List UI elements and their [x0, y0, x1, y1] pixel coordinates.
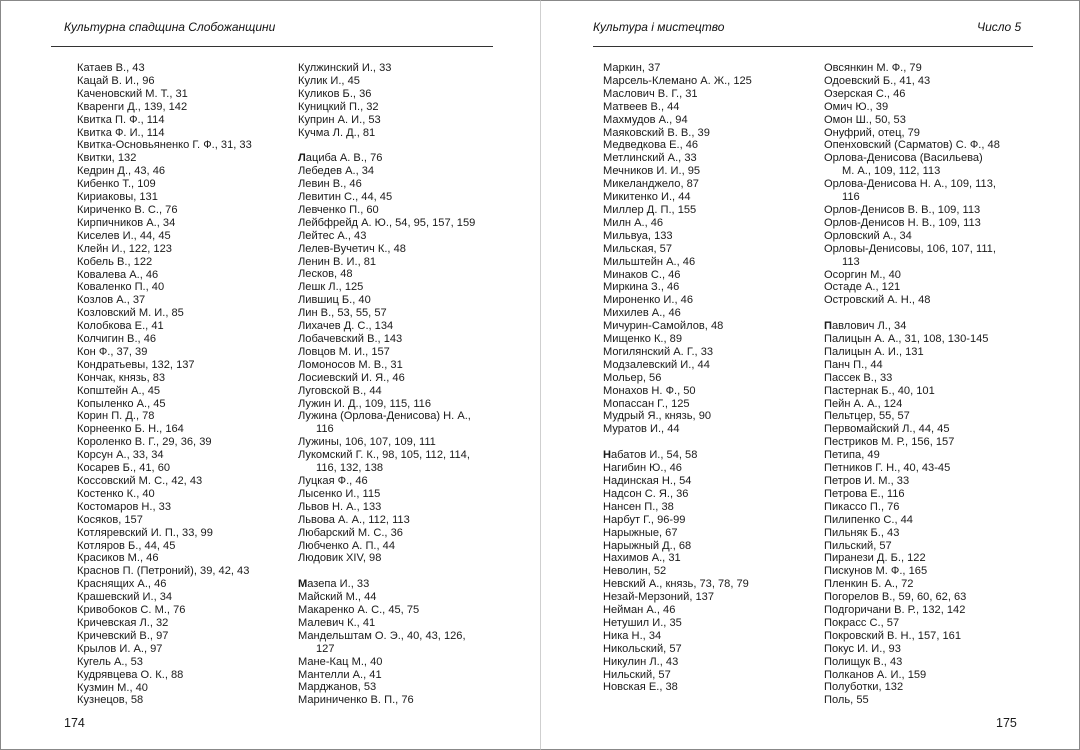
index-entry: Лин В., 53, 55, 57	[298, 307, 387, 320]
index-entry: Пельтцер, 55, 57	[824, 410, 910, 423]
page-number: 175	[996, 716, 1017, 730]
index-entry: Лебедев А., 34	[298, 165, 375, 178]
index-entry: Мопассан Г., 125	[603, 397, 690, 410]
index-entry: Козлов А., 37	[77, 294, 146, 307]
index-column	[824, 62, 1039, 707]
index-entry: Монахов Н. Ф., 50	[603, 384, 696, 397]
section-gap	[298, 565, 513, 578]
index-entry: Левин В., 46	[298, 178, 362, 191]
index-entry: Незай-Мерзоний, 137	[603, 591, 714, 604]
index-entry: Полищук В., 43	[824, 655, 903, 668]
index-entry: Кузнецов, 58	[77, 694, 144, 707]
index-entry: Крылов И. А., 97	[77, 642, 163, 655]
index-entry: Онуфрий, отец, 79	[824, 126, 920, 139]
index-entry: Колобкова Е., 41	[77, 320, 164, 333]
index-entry: Львов Н. А., 133	[298, 500, 382, 513]
index-entry: Палицын А. И., 131	[824, 345, 924, 358]
index-entry: Кваренги Д., 139, 142	[77, 100, 188, 113]
index-entry: Мищенко К., 89	[603, 333, 683, 346]
index-entry: Новская Е., 38	[603, 681, 678, 694]
index-entry: Кузмин М., 40	[77, 681, 148, 694]
index-entry: 116, 132, 138	[316, 462, 384, 475]
index-entry: Кулжинский И., 33	[298, 62, 392, 74]
index-entry: Кулик И., 45	[298, 74, 360, 87]
index-entry: Марджанов, 53	[298, 681, 377, 694]
index-entry: Малевич К., 41	[298, 616, 376, 629]
index-entry: Махмудов А., 94	[603, 113, 688, 126]
index-entry: Нарбут Г., 96-99	[603, 513, 686, 526]
index-entry: Кедрин Д., 43, 46	[77, 165, 166, 178]
index-entry: Лесков, 48	[298, 268, 353, 281]
index-entry: Лужина (Орлова-Денисова) Н. А.,	[298, 410, 471, 423]
index-entry: Никольский, 57	[603, 642, 682, 655]
index-entry: Неволин, 52	[603, 565, 667, 578]
index-entry: Кончак, князь, 83	[77, 371, 166, 384]
index-entry: Лобачевский В., 143	[298, 333, 403, 346]
index-entry: Ленин В. И., 81	[298, 255, 377, 268]
index-entry: Ловцов М. И., 157	[298, 345, 390, 358]
index-entry: Пленкин Б. А., 72	[824, 578, 914, 591]
index-entry: Одоевский Б., 41, 43	[824, 74, 931, 87]
index-entry: Луцкая Ф., 46	[298, 474, 368, 487]
index-entry: Мильская, 57	[603, 242, 673, 255]
index-entry: Овсянкин М. Ф., 79	[824, 62, 922, 74]
index-entry: Квитки, 132	[77, 152, 137, 165]
index-entry: Пейн А. А., 124	[824, 397, 903, 410]
index-entry: Куницкий П., 32	[298, 100, 379, 113]
index-entry: Козловский М. И., 85	[77, 307, 184, 320]
index-entry: Копштейн А., 45	[77, 384, 161, 397]
index-entry: Кирпичников А., 34	[77, 216, 176, 229]
index-entry: Корнеенко Б. Н., 164	[77, 423, 184, 436]
index-entry: Мольер, 56	[603, 371, 662, 384]
section-gap	[298, 139, 513, 152]
index-entry: Михилев А., 46	[603, 307, 681, 320]
index-entry: Петров И. М., 33	[824, 474, 910, 487]
index-entry: Краснящих А., 46	[77, 578, 167, 591]
index-entry: Квитка П. Ф., 114	[77, 113, 165, 126]
index-entry: Островский А. Н., 48	[824, 294, 931, 307]
index-entry: Лужины, 106, 107, 109, 111	[298, 436, 436, 449]
index-entry: Никулин Л., 43	[603, 655, 679, 668]
index-entry: Мариниченко В. П., 76	[298, 694, 414, 707]
index-entry: Пикассо П., 76	[824, 500, 900, 513]
index-entry: Лихачев Д. С., 134	[298, 320, 394, 333]
index-entry: Куприн А. И., 53	[298, 113, 381, 126]
page-number: 174	[64, 716, 85, 730]
index-entry: Кудрявцева О. К., 88	[77, 668, 184, 681]
index-entry: Микитенко И., 44	[603, 191, 691, 204]
index-entry: Остаде А., 121	[824, 281, 901, 294]
index-entry: Невский А., князь, 73, 78, 79	[603, 578, 749, 591]
index-entry: Кричевский В., 97	[77, 629, 169, 642]
index-entry: Кобель В., 122	[77, 255, 153, 268]
index-entry: Лысенко И., 115	[298, 487, 381, 500]
index-entry: Лосиевский И. Я., 46	[298, 371, 405, 384]
index-entry: Кириаковы, 131	[77, 191, 158, 204]
index-entry: Костенко К., 40	[77, 487, 155, 500]
index-entry: Мандельштам О. Э., 40, 43, 126,	[298, 629, 466, 642]
index-entry: Орловы-Денисовы, 106, 107, 111,	[824, 242, 996, 255]
index-entry: Нейман А., 46	[603, 604, 676, 617]
index-entry: Киселев И., 44, 45	[77, 229, 171, 242]
index-entry: Надинская Н., 54	[603, 474, 692, 487]
index-entry: 116	[842, 191, 860, 204]
header-rule	[593, 46, 1033, 47]
index-entry: Лейтес А., 43	[298, 229, 367, 242]
index-entry: Корсун А., 33, 34	[77, 449, 164, 462]
index-entry: Палицын А. А., 31, 108, 130-145	[824, 333, 989, 346]
index-entry: Лукомский Г. К., 98, 105, 112, 114,	[298, 449, 470, 462]
index-column	[298, 62, 513, 707]
index-entry: Левитин С., 44, 45	[298, 191, 393, 204]
index-entry: Клейн И., 122, 123	[77, 242, 172, 255]
index-entry: Лелев-Вучетич К., 48	[298, 242, 406, 255]
index-entry: Покровский В. Н., 157, 161	[824, 629, 961, 642]
index-entry: Маслович В. Г., 31	[603, 87, 698, 100]
index-entry: Косяков, 157	[77, 513, 143, 526]
index-entry: Миллер Д. П., 155	[603, 203, 697, 216]
index-entry: Мазепа И., 33	[298, 578, 370, 591]
index-entry: Погорелов В., 59, 60, 62, 63	[824, 591, 967, 604]
index-entry: Метлинский А., 33	[603, 152, 697, 165]
index-entry: Муратов И., 44	[603, 423, 680, 436]
index-entry: Первомайский Л., 44, 45	[824, 423, 950, 436]
index-column	[77, 62, 292, 707]
index-entry: Мильвуа, 133	[603, 229, 673, 242]
index-entry: Полканов А. И., 159	[824, 668, 927, 681]
index-entry: Корин П. Д., 78	[77, 410, 155, 423]
index-entry: Пиранези Д. Б., 122	[824, 552, 926, 565]
index-entry: Матвеев В., 44	[603, 100, 680, 113]
index-entry: Петипа, 49	[824, 449, 880, 462]
index-entry: Лациба А. В., 76	[298, 152, 383, 165]
index-entry: Маркин, 37	[603, 62, 661, 74]
index-entry: Львова А. А., 112, 113	[298, 513, 410, 526]
index-entry: Катаев В., 43	[77, 62, 145, 74]
section-gap	[824, 307, 1039, 320]
index-entry: Лейбфрейд А. Ю., 54, 95, 157, 159	[298, 216, 476, 229]
index-entry: Орлова-Денисова Н. А., 109, 113,	[824, 178, 996, 191]
index-entry: Орлова-Денисова (Васильева)	[824, 152, 983, 165]
index-entry: 127	[316, 642, 335, 655]
running-head: Культура і мистецтво	[593, 20, 725, 34]
index-entry: Пилипенко С., 44	[824, 513, 913, 526]
index-entry: Нетушил И., 35	[603, 616, 682, 629]
index-entry: Лужин И. Д., 109, 115, 116	[298, 397, 432, 410]
index-entry: Лешк Л., 125	[298, 281, 364, 294]
index-entry: Кириченко В. С., 76	[77, 203, 178, 216]
index-entry: Любарский М. С., 36	[298, 526, 403, 539]
index-entry: Озерская С., 46	[824, 87, 906, 100]
index-entry: Майский М., 44	[298, 591, 377, 604]
index-entry: Коваленко П., 40	[77, 281, 165, 294]
index-entry: Нарыжный Д., 68	[603, 539, 692, 552]
index-entry: Минаков С., 46	[603, 268, 681, 281]
index-entry: Покрасс С., 57	[824, 616, 900, 629]
index-entry: Мироненко И., 46	[603, 294, 693, 307]
index-entry: Мильштейн А., 46	[603, 255, 696, 268]
right-page	[540, 0, 1080, 750]
index-entry: Кондратьевы, 132, 137	[77, 358, 195, 371]
index-entry: Омич Ю., 39	[824, 100, 889, 113]
index-entry: Панч П., 44	[824, 358, 883, 371]
index-entry: Мантелли А., 41	[298, 668, 382, 681]
index-entry: Пестриков М. Р., 156, 157	[824, 436, 955, 449]
index-entry: Котляревский И. П., 33, 99	[77, 526, 213, 539]
index-entry: Орлов-Денисов Н. В., 109, 113	[824, 216, 981, 229]
index-entry: Нагибин Ю., 46	[603, 462, 682, 475]
index-entry: Левченко П., 60	[298, 203, 379, 216]
index-entry: Любченко А. П., 44	[298, 539, 396, 552]
running-head-issue: Число 5	[977, 20, 1022, 34]
index-entry: Коссовский М. С., 42, 43	[77, 475, 203, 487]
index-entry: Краснов П. (Петроний), 39, 42, 43	[77, 565, 250, 578]
index-entry: Нансен П., 38	[603, 500, 674, 513]
index-entry: Пассек В., 33	[824, 371, 893, 384]
index-entry: Надсон С. Я., 36	[603, 487, 689, 500]
index-entry: Мудрый Я., князь, 90	[603, 410, 712, 423]
index-entry: Кон Ф., 37, 39	[77, 345, 148, 358]
index-column	[603, 62, 818, 694]
index-entry: Нахимов А., 31	[603, 552, 681, 565]
index-entry: Квитка Ф. И., 114	[77, 126, 165, 139]
index-entry: Набатов И., 54, 58	[603, 449, 698, 462]
index-entry: Миркина З., 46	[603, 281, 680, 294]
index-entry: Маяковский В. В., 39	[603, 126, 710, 139]
index-entry: Косарев Б., 41, 60	[77, 462, 171, 475]
index-entry: Кучма Л. Д., 81	[298, 126, 376, 139]
index-entry: Нильский, 57	[603, 668, 671, 681]
index-entry: Опенховский (Сарматов) С. Ф., 48	[824, 139, 1000, 152]
index-entry: Короленко В. Г., 29, 36, 39	[77, 436, 212, 449]
index-entry: Крашевский И., 34	[77, 591, 173, 604]
index-entry: Орлов-Денисов В. В., 109, 113	[824, 203, 981, 216]
index-entry: Нарыжные, 67	[603, 526, 678, 539]
index-entry: 116	[316, 423, 334, 436]
index-entry: Петников Г. Н., 40, 43-45	[824, 462, 951, 475]
index-entry: Пискунов М. Ф., 165	[824, 565, 928, 578]
index-entry: Людовик XIV, 98	[298, 552, 382, 565]
section-gap	[603, 436, 818, 449]
index-entry: Кибенко Т., 109	[77, 178, 156, 191]
index-entry: Осоргин М., 40	[824, 268, 901, 281]
index-entry: Красиков М., 46	[77, 552, 159, 565]
index-entry: Котляров Б., 44, 45	[77, 539, 176, 552]
index-entry: Пастернак Б., 40, 101	[824, 384, 935, 397]
index-entry: Колчигин В., 46	[77, 333, 157, 346]
index-entry: 113	[842, 255, 860, 268]
index-entry: Полуботки, 132	[824, 681, 904, 694]
index-entry: Куликов Б., 36	[298, 87, 372, 100]
index-entry: Каченовский М. Т., 31	[77, 87, 188, 100]
index-entry: Кричевская Л., 32	[77, 616, 169, 629]
index-entry: Петрова Е., 116	[824, 487, 905, 500]
index-entry: Орловский А., 34	[824, 229, 912, 242]
index-entry: Ломоносов М. В., 31	[298, 358, 403, 371]
index-entry: Копыленко А., 45	[77, 397, 166, 410]
index-entry: Мичурин-Самойлов, 48	[603, 320, 724, 333]
index-entry: Лившиц Б., 40	[298, 294, 371, 307]
index-entry: Павлович Л., 34	[824, 320, 907, 333]
index-entry: Милн А., 46	[603, 216, 664, 229]
index-entry: Кривобоков С. М., 76	[77, 604, 186, 617]
index-entry: Мане-Кац М., 40	[298, 655, 383, 668]
index-entry: Пильский, 57	[824, 539, 892, 552]
index-entry: Могилянский А. Г., 33	[603, 345, 714, 358]
index-entry: Омон Ш., 50, 53	[824, 113, 906, 126]
index-entry: Кацай В. И., 96	[77, 74, 155, 87]
index-entry: Макаренко А. С., 45, 75	[298, 604, 420, 617]
index-entry: Пильняк Б., 43	[824, 526, 900, 539]
index-entry: Костомаров Н., 33	[77, 500, 172, 513]
index-entry: Луговской В., 44	[298, 384, 382, 397]
index-entry: Квитка-Основьяненко Г. Ф., 31, 33	[77, 139, 252, 152]
index-entry: Ника Н., 34	[603, 629, 662, 642]
index-entry: М. А., 109, 112, 113	[842, 165, 941, 178]
index-entry: Ковалева А., 46	[77, 268, 159, 281]
running-head: Культурна спадщина Слобожанщини	[64, 20, 276, 34]
index-entry: Кугель А., 53	[77, 655, 143, 668]
index-entry: Поль, 55	[824, 694, 869, 707]
index-entry: Медведкова Е., 46	[603, 139, 699, 152]
index-entry: Марсель-Клемано А. Ж., 125	[603, 74, 752, 87]
index-entry: Покус И. И., 93	[824, 642, 901, 655]
index-entry: Микеланджело, 87	[603, 178, 699, 191]
index-entry: Модзалевский И., 44	[603, 358, 710, 371]
header-rule	[51, 46, 493, 47]
index-entry: Мечников И. И., 95	[603, 165, 701, 178]
index-entry: Подгоричани В. Р., 132, 142	[824, 604, 966, 617]
